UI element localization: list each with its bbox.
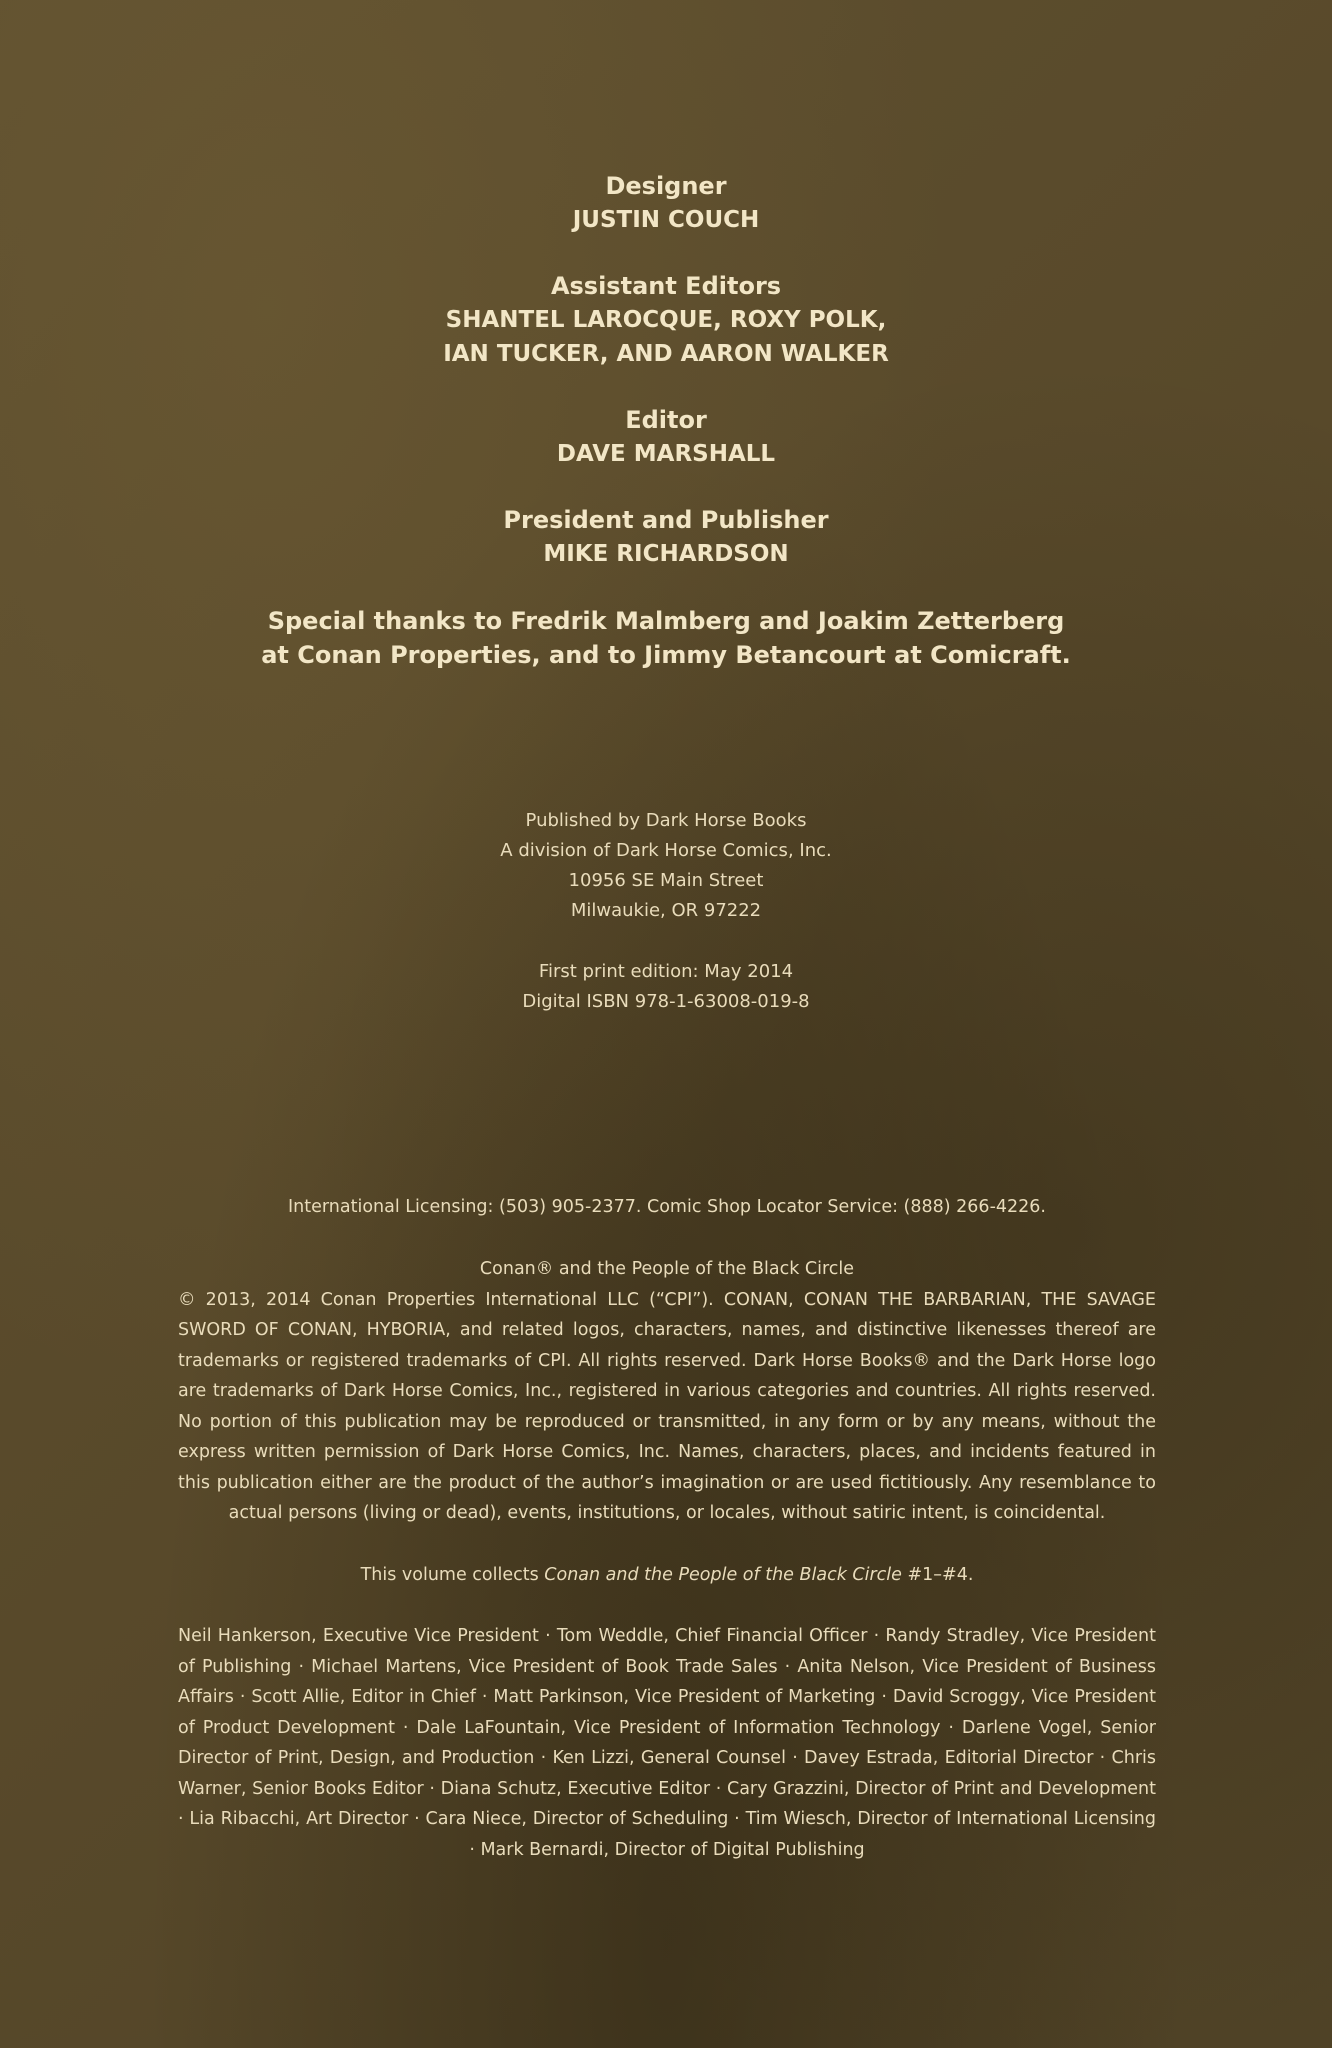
- credit-name: MIKE RICHARDSON: [543, 541, 789, 567]
- staff-list: Neil Hankerson, Executive Vice President · Tom Weddle, Chief Financial Officer · Randy Stradley, Vice President of Publishing · Michael Martens, Vice President of Book Trade Sales · Anita Nelson, Vice President of Business Affairs · Scott Allie, Editor in Chief · Matt Parkinson, Vice President of Marketing · David Scroggy, Vice President of Product Development · Dale LaFountain, Vice President of Information Technology · Darlene Vogel, Senior Director of Print, Design, and Production · Ken Lizzi, General Counsel · Davey Estrada, Editorial Director · Chris Warner, Senior Books Editor · Diana Schutz, Executive Editor · Cary Grazzini, Director of Print and Development · Lia Ribacchi, Art Director · Cara Niece, Director of Scheduling · Tim Wiesch, Director of International Licensing · Mark Bernardi, Director of Digital Publishing: [178, 1626, 1156, 1860]
- licensing-line: International Licensing: (503) 905-2377. Comic Shop Locator Service: (888) 266-4226.: [288, 1197, 1046, 1217]
- isbn: Digital ISBN 978-1-63008-019-8: [522, 991, 810, 1012]
- publisher-info: [0, 806, 1332, 1017]
- credit-publisher: [0, 504, 1332, 571]
- copyright-body: © 2013, 2014 Conan Properties International LLC (“CPI”). CONAN, CONAN THE BARBARIAN, THE SAVAGE SWORD OF CONAN, HYBORIA, and related logos, characters, names, and distinctive likenesses thereof are trademarks or registered trademarks of CPI. All rights reserved. Dark Horse Books® and the Dark Horse logo are trademarks of Dark Horse Comics, Inc., registered in various categories and countries. All rights reserved. No portion of this publication may be reproduced or transmitted, in any form or by any means, without the express written permission of Dark Horse Comics, Inc. Names, characters, places, and incidents featured in this publication either are the product of the author’s imagination or are used fictitiously. Any resemblance to actual persons (living or dead), events, institutions, or locales, without satiric intent, is coincidental.: [178, 1289, 1156, 1523]
- publisher-street: 10956 SE Main Street: [568, 870, 764, 891]
- special-thanks-line-1: Special thanks to Fredrik Malmberg and Joakim Zetterberg: [267, 607, 1065, 635]
- published-by: Published by Dark Horse Books: [525, 810, 807, 831]
- copyright-title: Conan® and the People of the Black Circle: [479, 1259, 855, 1279]
- credit-role: Assistant Editors: [550, 272, 782, 300]
- publisher-city: Milwaukie, OR 97222: [570, 900, 762, 921]
- credit-assistant-editors: [0, 270, 1332, 371]
- credits-section: [0, 170, 1332, 672]
- credit-name: SHANTEL LAROCQUE, ROXY POLK, IAN TUCKER, AND AARON WALKER: [443, 307, 889, 367]
- credit-name: DAVE MARSHALL: [556, 441, 776, 467]
- collects-title: Conan and the People of the Black Circle: [544, 1565, 902, 1585]
- credit-role: President and Publisher: [503, 506, 829, 534]
- collects-suffix: #1–#4.: [901, 1565, 974, 1585]
- publisher-division: A division of Dark Horse Comics, Inc.: [500, 840, 832, 861]
- copyright-notice: [178, 1254, 1156, 1529]
- collects-line: [178, 1560, 1156, 1591]
- credit-role: Designer: [605, 172, 727, 200]
- credit-designer: [0, 170, 1332, 237]
- credit-name: JUSTIN COUCH: [572, 207, 760, 233]
- special-thanks: [0, 604, 1332, 672]
- special-thanks-line-2: at Conan Properties, and to Jimmy Betancourt at Comicraft.: [261, 641, 1071, 669]
- edition-date: First print edition: May 2014: [538, 961, 794, 982]
- credit-editor: [0, 404, 1332, 471]
- collects-prefix: This volume collects: [360, 1565, 545, 1585]
- credit-role: Editor: [625, 406, 707, 434]
